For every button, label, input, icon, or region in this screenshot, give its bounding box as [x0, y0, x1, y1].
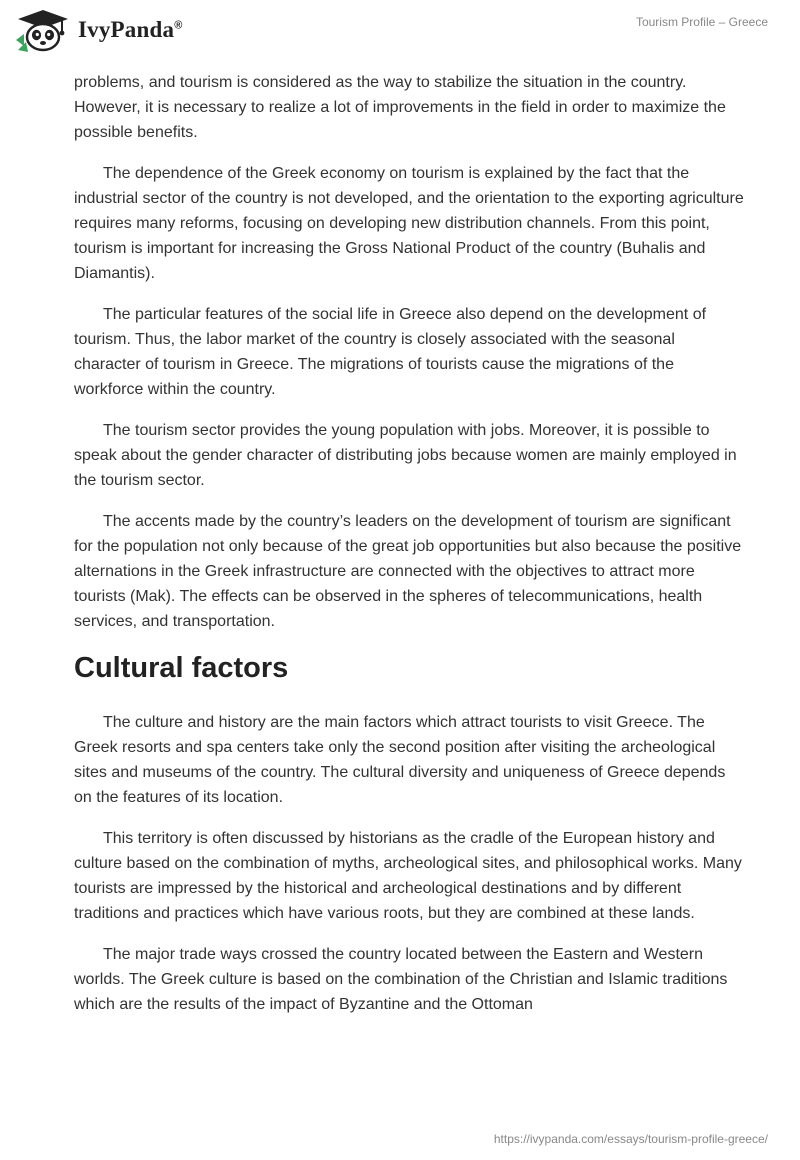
paragraph: The particular features of the social life in Greece also depend on the development of tourism. Thus, the labor market of the country is closely associated with the seasonal character of tourism in Greece. The migrations of tourists cause the migrations of the workforce within the country. [74, 306, 707, 398]
essay-body [74, 70, 746, 1033]
paragraph: This territory is often discussed by historians as the cradle of the European history and culture based on the combination of myths, archeological sites, and philosophical works. Many tourists are impressed by the historical and archeological destinations and by different traditions and practices which have various roots, but they are combined at these lands. [74, 830, 742, 922]
paragraph: problems, and tourism is considered as the way to stabilize the situation in the country. However, it is necessary to realize a lot of improvements in the field in order to maximize the possible benefits. [74, 74, 726, 141]
paragraph: The major trade ways crossed the country located between the Eastern and Western worlds. The Greek culture is based on the combination of the Christian and Islamic traditions which are the results of the impact of Byzantine and the Ottoman [74, 946, 728, 1013]
paragraph: The dependence of the Greek economy on tourism is explained by the fact that the industrial sector of the country is not developed, and the orientation to the exporting agriculture requires many reforms, focusing on developing new distribution channels. From this point, tourism is important for increasing the Gross National Product of the country (Buhalis and Diamantis). [74, 165, 744, 282]
section-heading: Cultural factors [74, 652, 289, 684]
registered-mark: ® [174, 19, 183, 32]
page-header [0, 0, 800, 64]
document-title: Tourism Profile – Greece [635, 15, 768, 29]
panda-logo-icon [14, 8, 72, 52]
paragraph: The accents made by the country’s leaders on the development of tourism are significant for the population not only because of the great job opportunities but also because the positive alternations in the Greek infrastructure are connected with the objectives to attract more tourists (Mak). The effects can be observed in the spheres of telecommunications, health services, and transportation. [74, 513, 742, 630]
paragraph: The tourism sector provides the young population with jobs. Moreover, it is possible to speak about the gender character of distributing jobs because women are mainly employed in the tourism sector. [74, 422, 737, 489]
ivypanda-logo[interactable] [14, 8, 183, 52]
source-url[interactable]: https://ivypanda.com/essays/tourism-profile-greece/ [493, 1132, 768, 1146]
paragraph: The culture and history are the main factors which attract tourists to visit Greece. The Greek resorts and spa centers take only the second position after visiting the archeological sites and museums of the country. The cultural diversity and uniqueness of Greece depends on the features of its location. [74, 714, 726, 806]
logo-text: IvyPanda® [78, 17, 183, 42]
